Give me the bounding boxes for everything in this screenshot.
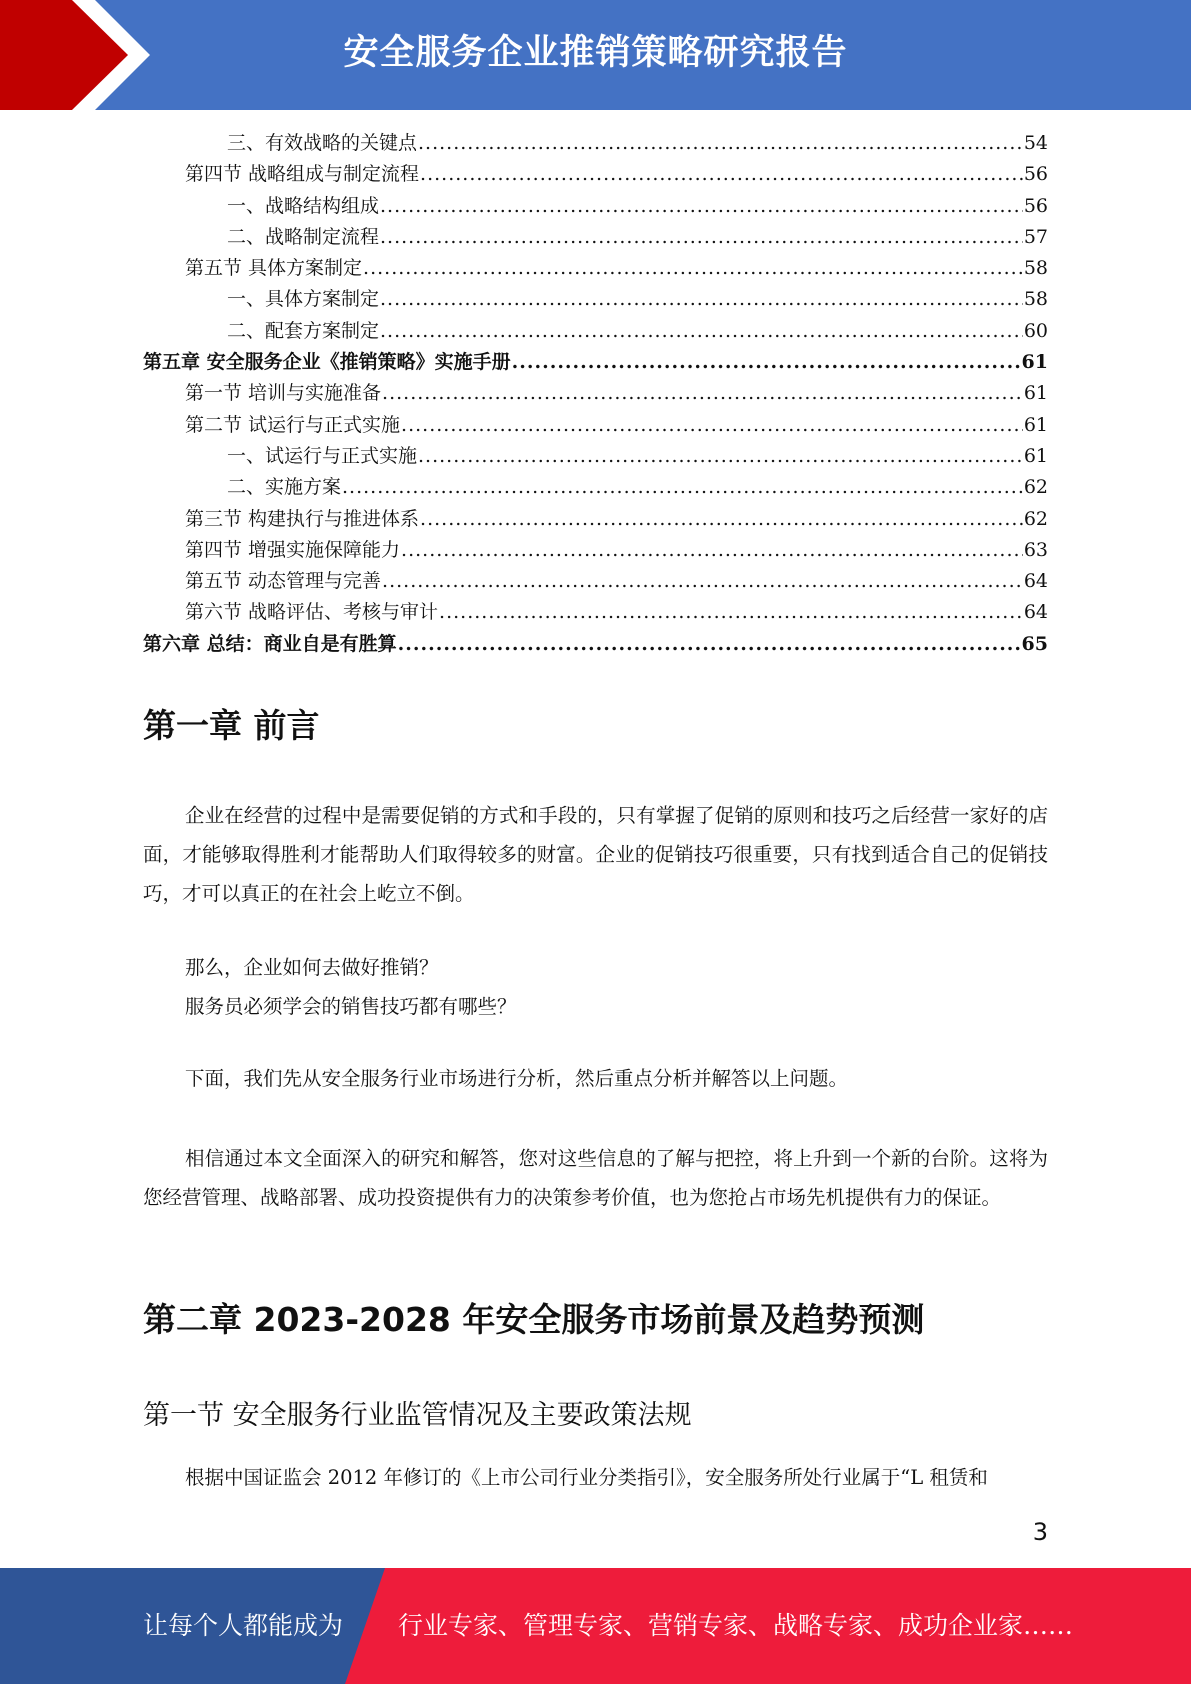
chapter-1-paragraph-1: 企业在经营的过程中是需要促销的方式和手段的，只有掌握了促销的原则和技巧之后经营一家好的店面，才能够取得胜利才能帮助人们取得较多的财富。企业的促销技巧很重要，只有找到适合自己的促销技巧，才可以真正的在社会上屹立不倒。 <box>143 804 1048 905</box>
report-title: 安全服务企业推销策略研究报告 <box>343 33 848 73</box>
chapter-2-section-1-heading: 第一节 安全服务行业监管情况及主要政策法规 <box>143 1400 692 1431</box>
toc-entry-title: 第六章 总结：商业自是有胜算 <box>143 632 397 655</box>
toc-entry-page: 56 <box>1023 194 1048 217</box>
toc-entry-page: 54 <box>1023 132 1048 154</box>
toc-entry-page: 58 <box>1023 288 1048 311</box>
toc-leader-dots <box>382 570 1023 592</box>
question-2: 服务员必须学会的销售技巧都有哪些？ <box>185 995 517 1018</box>
toc-entry-page: 64 <box>1023 570 1048 593</box>
toc-entry-title: 第五节 动态管理与完善 <box>185 570 382 593</box>
toc-leader-dots <box>380 226 1023 248</box>
toc-entry-title: 一、具体方案制定 <box>227 288 380 311</box>
toc-entry[interactable] <box>143 504 1048 535</box>
toc-entry[interactable] <box>143 222 1048 253</box>
toc-entry-title: 第五节 具体方案制定 <box>185 257 363 280</box>
toc-entry[interactable] <box>143 472 1048 503</box>
toc-entry[interactable] <box>143 597 1048 628</box>
toc-entry-title: 二、配套方案制定 <box>227 319 380 342</box>
toc-entry-page: 61 <box>1023 382 1048 405</box>
page-number: 3 <box>1032 1518 1048 1546</box>
chapter-2-paragraph-1: 根据中国证监会 2012 年修订的《上市公司行业分类指引》，安全服务所处行业属于“L 租赁和 <box>185 1466 988 1489</box>
toc-entry-title: 一、试运行与正式实施 <box>227 444 418 467</box>
toc-entry-page: 56 <box>1023 163 1048 186</box>
question-1: 那么，企业如何去做好推销？ <box>185 956 439 979</box>
toc-entry[interactable] <box>143 347 1048 378</box>
toc-entry[interactable] <box>143 441 1048 472</box>
toc-entry-title: 第四节 战略组成与制定流程 <box>185 163 420 186</box>
toc-entry-page: 57 <box>1023 225 1048 248</box>
toc-entry-title: 二、实施方案 <box>227 476 342 499</box>
toc-leader-dots <box>382 382 1023 404</box>
header-band <box>0 0 1191 110</box>
toc-entry[interactable] <box>143 159 1048 190</box>
toc-leader-dots <box>363 257 1023 279</box>
toc-entry-page: 61 <box>1023 413 1048 436</box>
toc-entry-title: 第二节 试运行与正式实施 <box>185 413 401 436</box>
toc-entry-page: 60 <box>1023 319 1048 342</box>
toc-entry[interactable] <box>143 410 1048 441</box>
toc-leader-dots <box>398 633 1021 655</box>
toc-entry-title: 第一节 培训与实施准备 <box>185 382 382 405</box>
toc-leader-dots <box>342 476 1023 498</box>
toc-entry-page: 61 <box>1023 444 1048 467</box>
chapter-2-heading: 第二章 2023-2028 年安全服务市场前景及趋势预测 <box>143 1300 925 1339</box>
toc-entry-page: 64 <box>1023 601 1048 624</box>
toc-entry-page: 62 <box>1023 476 1048 499</box>
toc-entry-title: 一、战略结构组成 <box>227 194 380 217</box>
toc-entry[interactable] <box>143 128 1048 159</box>
toc-entry-page: 63 <box>1023 538 1048 561</box>
toc-entry[interactable] <box>143 378 1048 409</box>
toc-entry-page: 65 <box>1021 632 1048 655</box>
toc-entry-title: 第六节 战略评估、考核与审计 <box>185 601 439 624</box>
toc-leader-dots <box>418 445 1023 467</box>
toc-entry-page: 58 <box>1023 257 1048 280</box>
chapter-1-paragraph-2: 下面，我们先从安全服务行业市场进行分析，然后重点分析并解答以上问题。 <box>185 1067 849 1090</box>
toc-leader-dots <box>420 163 1023 185</box>
toc-entry-page: 61 <box>1021 351 1048 374</box>
toc-entry[interactable] <box>143 566 1048 597</box>
toc-entry-title: 二、战略制定流程 <box>227 225 380 248</box>
toc-entry-title: 三、有效战略的关键点 <box>227 132 418 154</box>
footer-slogan-right: 行业专家、管理专家、营销专家、战略专家、成功企业家…… <box>398 1611 1074 1640</box>
toc-entry-title: 第四节 增强实施保障能力 <box>185 538 401 561</box>
chapter-1-paragraph-3: 相信通过本文全面深入的研究和解答，您对这些信息的了解与把控，将上升到一个新的台阶。这将为您经营管理、战略部署、成功投资提供有力的决策参考价值，也为您抢占市场先机提供有力的保证。 <box>143 1147 1048 1209</box>
toc-leader-dots <box>401 539 1023 561</box>
toc-leader-dots <box>380 288 1023 310</box>
toc-leader-dots <box>401 414 1023 436</box>
toc-entry-title: 第五章 安全服务企业《推销策略》实施手册 <box>143 351 511 374</box>
toc-entry[interactable] <box>143 629 1048 660</box>
toc-entry[interactable] <box>143 284 1048 315</box>
toc-entry[interactable] <box>143 191 1048 222</box>
footer-band <box>0 1568 1191 1684</box>
toc-entry[interactable] <box>143 253 1048 284</box>
toc-leader-dots <box>420 508 1023 530</box>
toc-entry-page: 62 <box>1023 507 1048 530</box>
chapter-1-heading: 第一章 前言 <box>143 706 320 745</box>
toc-entry-title: 第三节 构建执行与推进体系 <box>185 507 420 530</box>
toc-leader-dots <box>512 351 1021 373</box>
footer-slogan-left: 让每个人都能成为 <box>143 1611 344 1640</box>
toc-entry[interactable] <box>143 535 1048 566</box>
toc-leader-dots <box>380 195 1023 217</box>
table-of-contents <box>143 128 1048 660</box>
toc-entry[interactable] <box>143 316 1048 347</box>
toc-leader-dots <box>418 132 1023 154</box>
toc-leader-dots <box>380 320 1023 342</box>
toc-leader-dots <box>439 601 1023 623</box>
